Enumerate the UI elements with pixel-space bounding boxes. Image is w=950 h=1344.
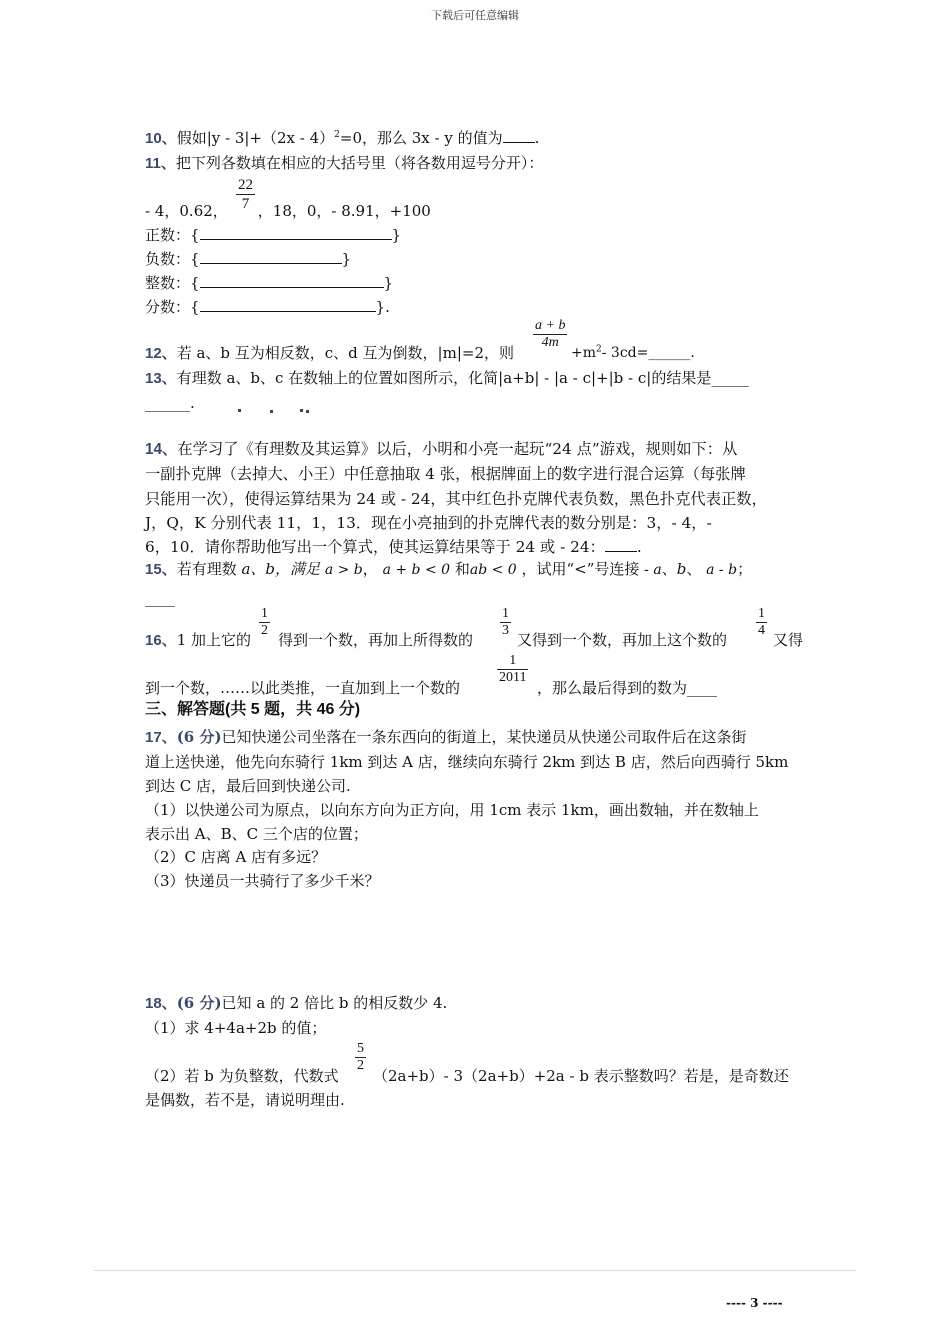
section-heading: 三、解答题(共 5 题，共 46 分) [145, 701, 361, 718]
question-end: . [636, 538, 642, 556]
question-13 [145, 368, 749, 389]
fraction-denominator: 2 [261, 623, 268, 638]
question-line-last [145, 537, 642, 557]
math-expression: a + b < 0 [382, 562, 451, 578]
superscript: 2 [334, 130, 340, 140]
question-text-after2: - 3cd=______. [601, 345, 695, 361]
question-line: J，Q，K 分别代表 11，1，13．现在小亮抽到的扑克牌代表的数分别是：3，- 4，- [145, 514, 712, 532]
question-text: ； [737, 560, 753, 578]
negative-set [145, 249, 351, 269]
number-line-mark [270, 410, 273, 413]
set-label: 正数：{ [145, 226, 200, 244]
fraction-a-plus-b-over-4m [533, 318, 567, 351]
question-line: 一副扑克牌（去掉大、小王）中任意抽取 4 张，根据牌面上的数字进行混合运算（每张牌 [145, 465, 746, 483]
set-close: }. [375, 298, 390, 316]
question-part-2: （2）若 b 为负整数，代数式 [145, 1067, 339, 1085]
set-label: 整数：{ [145, 274, 200, 292]
question-line: 道上送快递，他先向东骑行 1km 到达 A 店，继续向东骑行 2km 到达 B 店，然后向西骑行 5km [145, 753, 789, 771]
set-close: } [341, 250, 352, 268]
math-expression: a - b [706, 562, 738, 578]
fraction-numerator: 1 [758, 606, 765, 621]
math-expression: - a [644, 562, 662, 578]
number-list-end: ，18，0，- 8.91，+100 [257, 202, 431, 220]
page-number: ---- 3 ---- [726, 1296, 783, 1310]
question-11 [145, 153, 543, 174]
question-number: 15、 [145, 561, 177, 578]
question-line: （2）C 店离 A 店有多远？ [145, 848, 327, 866]
fraction-denominator: 2 [357, 1058, 364, 1073]
question-16-line2-end: ，那么最后得到的数为____ [537, 679, 718, 697]
question-text: 、 [661, 560, 677, 578]
answer-blank [200, 297, 376, 312]
question-number: 16、 [145, 632, 177, 649]
fraction-denominator: 4m [541, 335, 559, 350]
question-18 [145, 993, 447, 1014]
question-text-after: +m [571, 345, 597, 361]
fraction-5-2 [355, 1041, 366, 1074]
number-line-mark [238, 409, 241, 412]
question-line: 已知快递公司坐落在一条东西向的街道上，某快递员从快递公司取件后在这条街 [221, 728, 747, 746]
number-list-start: - 4，0.62， [145, 202, 228, 220]
fraction-numerator: 5 [357, 1041, 364, 1056]
number-line-mark [306, 410, 309, 413]
fraction-denominator: 2011 [499, 670, 527, 685]
set-label: 分数：{ [145, 298, 200, 316]
question-12-tail [571, 343, 695, 363]
fraction-numerator: 22 [238, 177, 253, 193]
question-number: 17、 [145, 729, 177, 746]
question-text: 假如|y - 3|+（2x - 4） [176, 129, 335, 147]
question-line: （3）快递员一共骑行了多少千米？ [145, 872, 380, 890]
question-line: 表示出 A、B、C 三个店的位置； [145, 825, 368, 843]
fraction-numerator: 1 [502, 606, 509, 621]
question-line: 到达 C 店，最后回到快递公司. [145, 777, 351, 795]
question-number: 18、 [145, 995, 177, 1012]
fraction-1-4 [756, 606, 767, 639]
question-12 [145, 343, 514, 364]
question-number: 11、 [145, 155, 176, 172]
question-number: 10、 [145, 130, 177, 147]
fraction-1-2 [259, 606, 270, 639]
question-number: 14、 [145, 441, 178, 458]
set-label: 负数：{ [145, 250, 200, 268]
fraction-numerator: 1 [509, 653, 517, 668]
question-text: 已知 a 的 2 倍比 b 的相反数少 4. [221, 994, 448, 1012]
question-end: . [534, 129, 540, 147]
question-text-after: =0，那么 3x - y 的值为 [339, 129, 503, 147]
question-text: 又得到一个数，再加上这个数的 [517, 631, 728, 649]
question-line: 在学习了《有理数及其运算》以后，小明和小亮一起玩“24 点”游戏，规则如下：从 [177, 440, 738, 458]
number-line-fragment [200, 404, 320, 416]
footer-divider [94, 1270, 856, 1271]
answer-blank [605, 537, 637, 552]
positive-set [145, 225, 401, 245]
question-text: 有理数 a、b、c 在数轴上的位置如图所示，化简|a+b| - |a - c|+|b - c|的结果是_____ [176, 369, 749, 387]
math-expression: b [676, 560, 687, 578]
question-line: 只能用一次），使得运算结果为 24 或 - 24，其中红色扑克牌代表负数，黑色扑克代表正数， [145, 490, 767, 508]
question-text: ， [362, 560, 378, 578]
number-line-mark [300, 409, 303, 412]
fraction-1-3 [500, 606, 511, 639]
question-text: 又得 [773, 631, 804, 649]
answer-blank [200, 249, 342, 264]
integer-set [145, 273, 393, 293]
question-text: 把下列各数填在相应的大括号里（将各数用逗号分开）： [175, 154, 544, 172]
question-text: 1 加上它的 [176, 631, 251, 649]
number-list [145, 201, 431, 221]
answer-blank [503, 128, 535, 143]
answer-blank: ____ [145, 589, 175, 607]
question-text: 、 [686, 560, 702, 578]
question-line: （1）以快递公司为原点，以向东方向为正方向，用 1cm 表示 1km，画出数轴，并在数轴上 [145, 801, 759, 819]
question-part-2-rest: （2a+b）- 3（2a+b）+2a - b 表示整数吗？若是，是奇数还 [373, 1067, 789, 1085]
fraction-numerator: 1 [261, 606, 268, 621]
question-text: 得到一个数，再加上所得数的 [278, 631, 474, 649]
question-text: 和 [454, 560, 470, 578]
question-part-1: （1）求 4+4a+2b 的值； [145, 1019, 327, 1037]
fraction-denominator: 4 [758, 623, 765, 638]
superscript: 2 [596, 344, 602, 355]
math-expression: ab < 0 [469, 562, 517, 578]
set-close: } [391, 226, 402, 244]
answer-blank [200, 273, 384, 288]
fraction-denominator: 7 [241, 196, 250, 212]
question-points: (6 分) [176, 994, 222, 1012]
answer-blank [200, 225, 392, 240]
fraction-set [145, 297, 390, 317]
question-text: a、b，满足 [241, 560, 321, 578]
question-number: 13、 [145, 370, 177, 387]
question-part-2-line2: 是偶数，若不是，请说明理由. [145, 1091, 345, 1109]
question-text: 若有理数 [176, 560, 237, 578]
question-13-line2: ______. [145, 394, 195, 412]
fraction-numerator: a + b [535, 318, 566, 333]
question-17 [145, 727, 747, 748]
question-15 [145, 559, 752, 580]
set-close: } [383, 274, 394, 292]
question-16-line2: 到一个数，……以此类推，一直加到上一个数的 [145, 679, 461, 697]
question-line: 6，10．请你帮助他写出一个算式，使其运算结果等于 24 或 - 24： [145, 538, 605, 556]
question-number: 12、 [145, 345, 177, 362]
page-header: 下载后可任意编辑 [431, 9, 519, 22]
question-points: (6 分) [176, 728, 222, 746]
fraction-denominator: 3 [502, 623, 509, 638]
question-14 [145, 439, 737, 460]
question-text: ，试用“<”号连接 [521, 560, 640, 578]
question-16 [145, 630, 251, 651]
math-expression: a > b [324, 562, 363, 578]
question-text: 若 a、b 互为相反数，c、d 互为倒数，|m|=2，则 [176, 344, 514, 362]
fraction-1-2011 [497, 653, 528, 686]
question-10 [145, 128, 539, 149]
